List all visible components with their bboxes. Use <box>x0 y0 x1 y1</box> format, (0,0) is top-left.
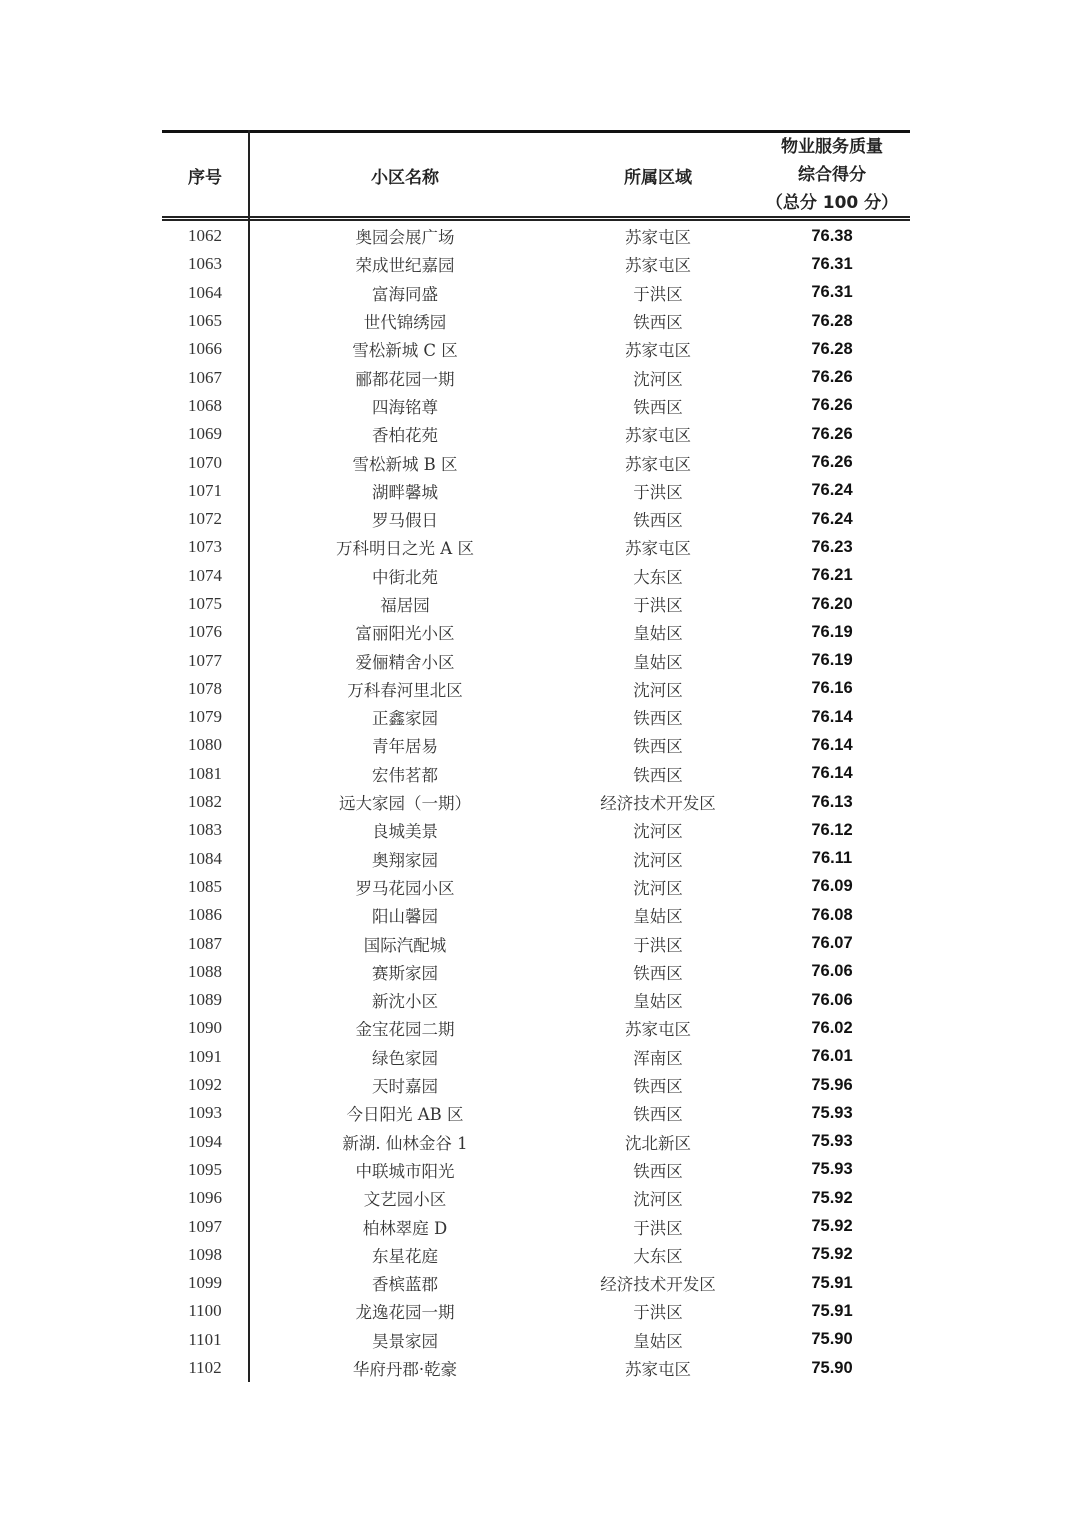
row-seq: 1075 <box>188 594 222 613</box>
row-seq: 1078 <box>188 678 222 698</box>
row-name: 东星花庭 <box>372 1246 438 1266</box>
row-seq: 1089 <box>188 990 222 1010</box>
row-name: 宏伟茗都 <box>372 765 438 785</box>
row-score: 76.28 <box>811 311 853 330</box>
row-area: 沈河区 <box>633 850 683 870</box>
row-seq: 1064 <box>188 282 222 302</box>
row-seq: 1081 <box>188 763 222 783</box>
row-seq: 1096 <box>188 1188 222 1208</box>
row-score: 75.91 <box>811 1273 853 1292</box>
row-area: 苏家屯区 <box>625 1020 691 1040</box>
row-area: 于洪区 <box>633 596 683 615</box>
row-name: 罗马假日 <box>372 511 438 531</box>
row-score: 76.31 <box>811 283 853 302</box>
row-name: 今日阳光 AB 区 <box>346 1105 464 1125</box>
table-row <box>162 1099 910 1127</box>
row-name: 奥翔家园 <box>372 850 438 870</box>
row-seq: 1077 <box>188 650 222 670</box>
table-row <box>162 901 910 929</box>
header-score-line1: 物业服务质量 <box>781 137 883 157</box>
row-area: 于洪区 <box>633 284 683 304</box>
row-seq: 1073 <box>188 537 222 557</box>
row-score: 76.24 <box>811 509 853 528</box>
row-score: 75.93 <box>811 1132 853 1151</box>
row-name: 福居园 <box>380 596 430 615</box>
row-seq: 1069 <box>188 424 222 444</box>
row-score: 76.02 <box>811 1018 853 1037</box>
row-area: 于洪区 <box>633 935 683 955</box>
row-score: 76.23 <box>811 537 853 556</box>
table-row <box>162 958 910 986</box>
table-row <box>162 816 910 844</box>
row-score: 76.26 <box>811 424 853 443</box>
table-row <box>162 279 910 307</box>
table-row <box>162 1184 910 1212</box>
row-seq: 1100 <box>188 1301 222 1321</box>
table-row <box>162 477 910 505</box>
row-score: 76.14 <box>811 707 853 726</box>
header-rule-2 <box>162 219 910 221</box>
row-area: 铁西区 <box>633 709 683 729</box>
row-name: 富丽阳光小区 <box>355 624 455 644</box>
row-seq: 1071 <box>188 480 222 500</box>
row-area: 于洪区 <box>633 1303 683 1323</box>
row-score: 75.93 <box>811 1103 853 1122</box>
table-row <box>162 1156 910 1184</box>
row-name: 湖畔馨城 <box>372 482 438 502</box>
row-seq: 1065 <box>188 311 222 331</box>
row-area: 大东区 <box>633 567 683 587</box>
row-score: 76.14 <box>811 735 853 754</box>
row-name: 香槟蓝郡 <box>372 1275 438 1295</box>
table-row <box>162 1212 910 1240</box>
row-area: 皇姑区 <box>633 907 683 927</box>
table-row <box>162 1071 910 1099</box>
row-area: 浑南区 <box>633 1048 683 1068</box>
table-row <box>162 1269 910 1297</box>
table-row <box>162 335 910 363</box>
table-row <box>162 1326 910 1354</box>
row-seq: 1090 <box>188 1018 222 1038</box>
row-score: 76.24 <box>811 481 853 500</box>
row-area: 皇姑区 <box>633 992 683 1012</box>
table-row <box>162 646 910 674</box>
row-score: 76.07 <box>811 934 853 953</box>
row-seq: 1098 <box>188 1244 222 1264</box>
row-area: 经济技术开发区 <box>600 794 716 814</box>
row-area: 沈北新区 <box>625 1133 691 1153</box>
row-seq: 1084 <box>188 848 222 868</box>
row-score: 76.12 <box>811 820 853 839</box>
row-area: 铁西区 <box>633 765 683 785</box>
row-name: 昊景家园 <box>372 1331 438 1351</box>
row-name: 柏林翠庭 D <box>362 1218 448 1238</box>
row-score: 75.92 <box>811 1245 853 1264</box>
row-score: 76.26 <box>811 396 853 415</box>
row-seq: 1101 <box>188 1329 222 1349</box>
row-area: 铁西区 <box>633 511 683 531</box>
row-score: 75.93 <box>811 1160 853 1179</box>
table-row <box>162 505 910 533</box>
row-name: 正鑫家园 <box>372 709 438 729</box>
row-area: 苏家屯区 <box>625 256 691 276</box>
header-score <box>744 133 920 217</box>
row-seq: 1086 <box>188 905 222 925</box>
row-seq: 1062 <box>188 226 222 246</box>
row-score: 76.08 <box>811 905 853 924</box>
row-name: 文艺园小区 <box>363 1190 447 1210</box>
table-row <box>162 222 910 250</box>
table-row <box>162 675 910 703</box>
row-seq: 1093 <box>188 1103 222 1123</box>
row-name: 郦都花园一期 <box>355 369 455 389</box>
row-area: 苏家屯区 <box>625 426 691 446</box>
row-seq: 1066 <box>188 339 222 359</box>
row-area: 铁西区 <box>633 1077 683 1097</box>
row-seq: 1067 <box>188 367 222 387</box>
row-area: 铁西区 <box>633 737 683 757</box>
table-row <box>162 590 910 618</box>
row-area: 于洪区 <box>633 1218 683 1238</box>
row-score: 75.90 <box>811 1358 853 1377</box>
row-seq: 1068 <box>188 395 222 415</box>
table-row <box>162 788 910 816</box>
table-row <box>162 845 910 873</box>
table-row <box>162 1241 910 1269</box>
row-area: 苏家屯区 <box>625 454 691 474</box>
row-seq: 1079 <box>188 707 222 727</box>
table-row <box>162 760 910 788</box>
row-name: 爱俪精舍小区 <box>355 652 455 672</box>
row-name: 雪松新城 C 区 <box>352 341 458 361</box>
row-area: 皇姑区 <box>633 1331 683 1351</box>
row-area: 沈河区 <box>633 369 683 389</box>
table-row <box>162 562 910 590</box>
row-seq: 1092 <box>188 1075 222 1095</box>
row-area: 铁西区 <box>633 1161 683 1181</box>
row-score: 76.09 <box>811 877 853 896</box>
header-name: 小区名称 <box>371 167 439 188</box>
row-name: 良城美景 <box>372 822 438 842</box>
table-row <box>162 986 910 1014</box>
row-area: 苏家屯区 <box>625 341 691 361</box>
row-name: 香柏花苑 <box>372 426 438 446</box>
table-row <box>162 618 910 646</box>
table-row <box>162 307 910 335</box>
row-score: 76.01 <box>811 1047 853 1066</box>
table-row <box>162 929 910 957</box>
row-score: 76.14 <box>811 764 853 783</box>
row-name: 四海铭尊 <box>372 397 438 417</box>
header-score-line3: （总分 100 分） <box>765 193 899 213</box>
row-name: 阳山馨园 <box>372 907 438 927</box>
table-row <box>162 1128 910 1156</box>
row-name: 荣成世纪嘉园 <box>355 256 455 276</box>
row-area: 大东区 <box>633 1246 683 1266</box>
row-area: 经济技术开发区 <box>600 1275 716 1295</box>
row-score: 76.19 <box>811 622 853 641</box>
table-row <box>162 363 910 391</box>
row-score: 76.19 <box>811 651 853 670</box>
row-area: 皇姑区 <box>633 652 683 672</box>
row-area: 苏家屯区 <box>625 539 691 559</box>
table-row <box>162 1354 910 1382</box>
row-seq: 1063 <box>188 254 222 274</box>
row-score: 76.28 <box>811 339 853 358</box>
table-row <box>162 731 910 759</box>
row-name: 雪松新城 B 区 <box>352 454 458 474</box>
row-name: 万科春河里北区 <box>347 680 463 700</box>
row-name: 青年居易 <box>372 737 438 757</box>
table-row <box>162 533 910 561</box>
row-name: 世代锦绣园 <box>363 313 447 333</box>
table-row <box>162 1297 910 1325</box>
row-name: 天时嘉园 <box>372 1077 438 1097</box>
header-seq: 序号 <box>188 167 222 188</box>
row-score: 76.06 <box>811 962 853 981</box>
row-seq: 1094 <box>188 1131 222 1151</box>
row-area: 苏家屯区 <box>625 228 691 248</box>
row-seq: 1080 <box>188 735 222 755</box>
row-score: 76.26 <box>811 368 853 387</box>
row-seq: 1099 <box>188 1273 222 1293</box>
row-name: 龙逸花园一期 <box>355 1303 455 1323</box>
row-name: 富海同盛 <box>372 284 438 304</box>
row-area: 铁西区 <box>633 963 683 983</box>
table-body <box>162 222 910 1382</box>
row-name: 绿色家园 <box>372 1048 438 1068</box>
row-area: 沈河区 <box>633 878 683 898</box>
row-seq: 1082 <box>188 792 222 812</box>
header-rule-1 <box>162 216 910 218</box>
row-seq: 1083 <box>188 820 222 840</box>
row-area: 皇姑区 <box>633 624 683 644</box>
row-score: 76.26 <box>811 453 853 472</box>
row-name: 奥园会展广场 <box>355 228 455 248</box>
row-seq: 1091 <box>188 1046 222 1066</box>
row-score: 75.91 <box>811 1301 853 1320</box>
row-seq: 1074 <box>188 565 222 585</box>
header-score-line2: 综合得分 <box>798 165 866 185</box>
row-area: 铁西区 <box>633 313 683 333</box>
row-area: 铁西区 <box>633 1105 683 1125</box>
row-name: 远大家园（一期） <box>339 794 471 814</box>
row-seq: 1072 <box>188 509 222 529</box>
row-area: 沈河区 <box>633 680 683 700</box>
row-seq: 1097 <box>188 1216 222 1236</box>
row-name: 国际汽配城 <box>363 935 447 955</box>
row-score: 76.16 <box>811 679 853 698</box>
table-row <box>162 703 910 731</box>
row-name: 新湖. 仙林金谷 1 <box>342 1133 468 1153</box>
row-score: 76.06 <box>811 990 853 1009</box>
row-seq: 1095 <box>188 1159 222 1179</box>
row-score: 76.38 <box>811 226 853 245</box>
row-score: 75.96 <box>811 1075 853 1094</box>
row-area: 铁西区 <box>633 397 683 417</box>
row-seq: 1088 <box>188 961 222 981</box>
row-score: 76.11 <box>811 849 853 868</box>
row-score: 76.31 <box>811 254 853 273</box>
table-row <box>162 392 910 420</box>
row-seq: 1076 <box>188 622 222 642</box>
table-row <box>162 448 910 476</box>
row-name: 罗马花园小区 <box>355 878 455 898</box>
row-name: 中街北苑 <box>372 567 438 587</box>
row-name: 万科明日之光 A 区 <box>336 539 474 559</box>
table-row <box>162 873 910 901</box>
row-name: 赛斯家园 <box>372 963 438 983</box>
table-header <box>162 133 910 217</box>
header-area: 所属区域 <box>624 167 692 188</box>
row-name: 金宝花园二期 <box>355 1020 455 1040</box>
row-score: 76.21 <box>811 566 853 585</box>
row-area: 沈河区 <box>633 822 683 842</box>
row-name: 中联城市阳光 <box>355 1161 455 1181</box>
table-row <box>162 1014 910 1042</box>
row-score: 76.13 <box>811 792 853 811</box>
table-row <box>162 1043 910 1071</box>
row-name: 新沈小区 <box>372 992 438 1012</box>
row-seq: 1070 <box>188 452 222 472</box>
row-seq: 1102 <box>188 1358 222 1378</box>
row-seq: 1087 <box>188 933 222 953</box>
row-area: 沈河区 <box>633 1190 683 1210</box>
row-score: 75.92 <box>811 1188 853 1207</box>
table-row <box>162 250 910 278</box>
row-area: 苏家屯区 <box>625 1360 691 1380</box>
row-seq: 1085 <box>188 876 222 896</box>
row-score: 75.90 <box>811 1330 853 1349</box>
table-row <box>162 420 910 448</box>
row-score: 76.20 <box>811 594 853 613</box>
row-name: 华府丹郡·乾豪 <box>352 1360 458 1380</box>
row-score: 75.92 <box>811 1217 853 1236</box>
row-area: 于洪区 <box>633 482 683 502</box>
